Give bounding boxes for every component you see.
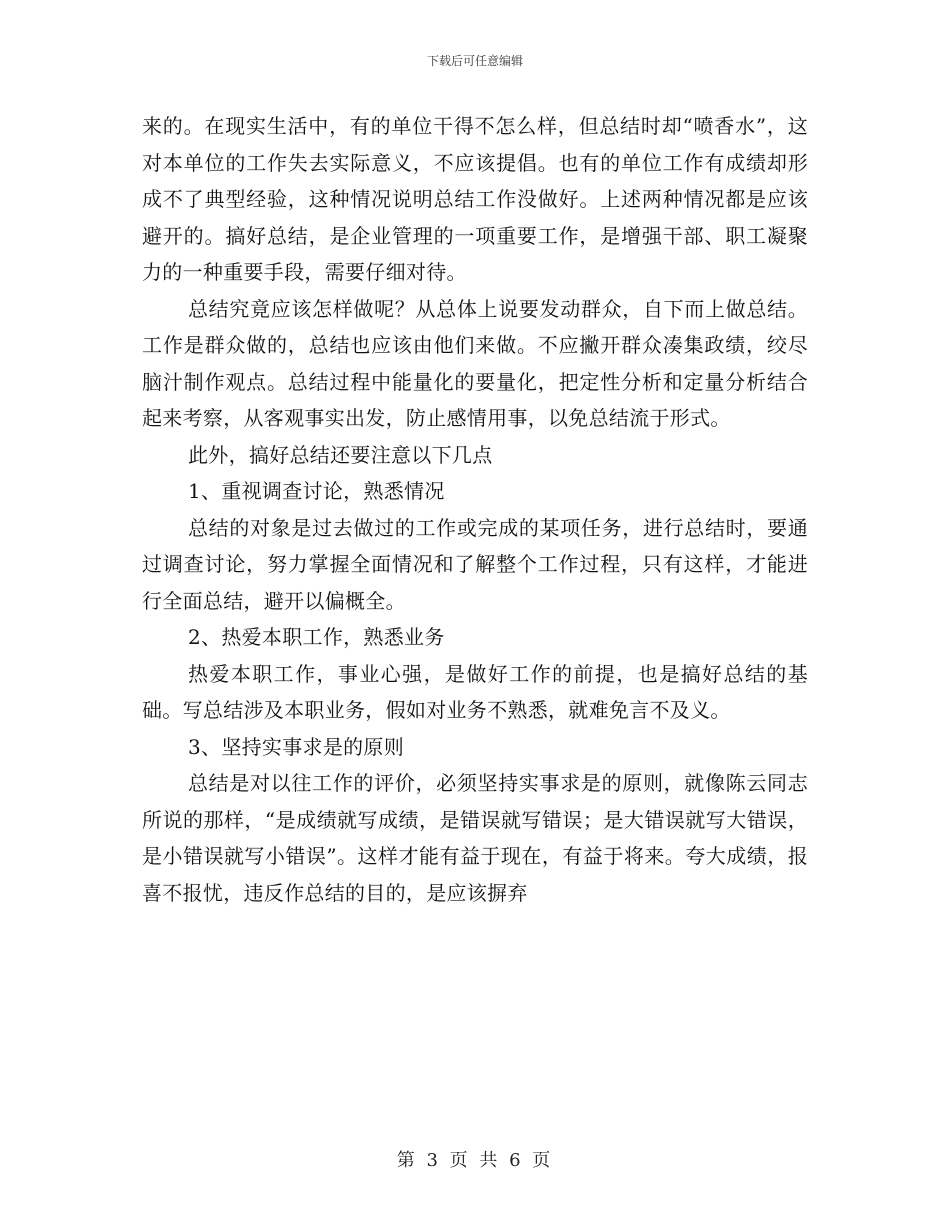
- paragraph: 总结是对以往工作的评价，必须坚持实事求是的原则，就像陈云同志所说的那样，“是成绩就写成绩，是错误就写错误；是大错误就写大错误，是小错误就写小错误”。这样才能有益于现在，有益于将来。夸大成绩，报喜不报忧，违反作总结的目的，是应该摒弃: [142, 771, 808, 905]
- paragraph: 热爱本职工作，事业心强，是做好工作的前提，也是搞好总结的基础。写总结涉及本职业务，假如对业务不熟悉，就难免言不及义。: [142, 661, 808, 722]
- paragraph: 来的。在现实生活中，有的单位干得不怎么样，但总结时却“喷香水”，这对本单位的工作失去实际意义，不应该提倡。也有的单位工作有成绩却形成不了典型经验，这种情况说明总结工作没做好。上述两种情况都是应该避开的。搞好总结，是企业管理的一项重要工作，是增强干部、职工凝聚力的一种重要手段，需要仔细对待。: [142, 114, 808, 284]
- page-number: 第 3 页 共 6 页: [396, 1150, 554, 1171]
- paragraph: 总结的对象是过去做过的工作或完成的某项任务，进行总结时，要通过调查讨论，努力掌握全面情况和了解整个工作过程，只有这样，才能进行全面总结，避开以偏概全。: [142, 515, 808, 613]
- document-body: [142, 108, 808, 911]
- paragraph: 总结究竟应该怎样做呢？从总体上说要发动群众，自下而上做总结。工作是群众做的，总结也应该由他们来做。不应撇开群众凑集政绩，绞尽脑汁制作观点。总结过程中能量化的要量化，把定性分析和定量分析结合起来考察，从客观事实出发，防止感情用事，以免总结流于形式。: [142, 296, 808, 430]
- page-header: 下载后可任意编辑: [426, 54, 523, 68]
- section-heading: 3、坚持实事求是的原则: [188, 734, 405, 759]
- paragraph: 此外，搞好总结还要注意以下几点: [188, 442, 493, 467]
- section-heading: 2、热爱本职工作，熟悉业务: [188, 625, 445, 649]
- section-heading: 1、重视调查讨论，熟悉情况: [188, 479, 445, 503]
